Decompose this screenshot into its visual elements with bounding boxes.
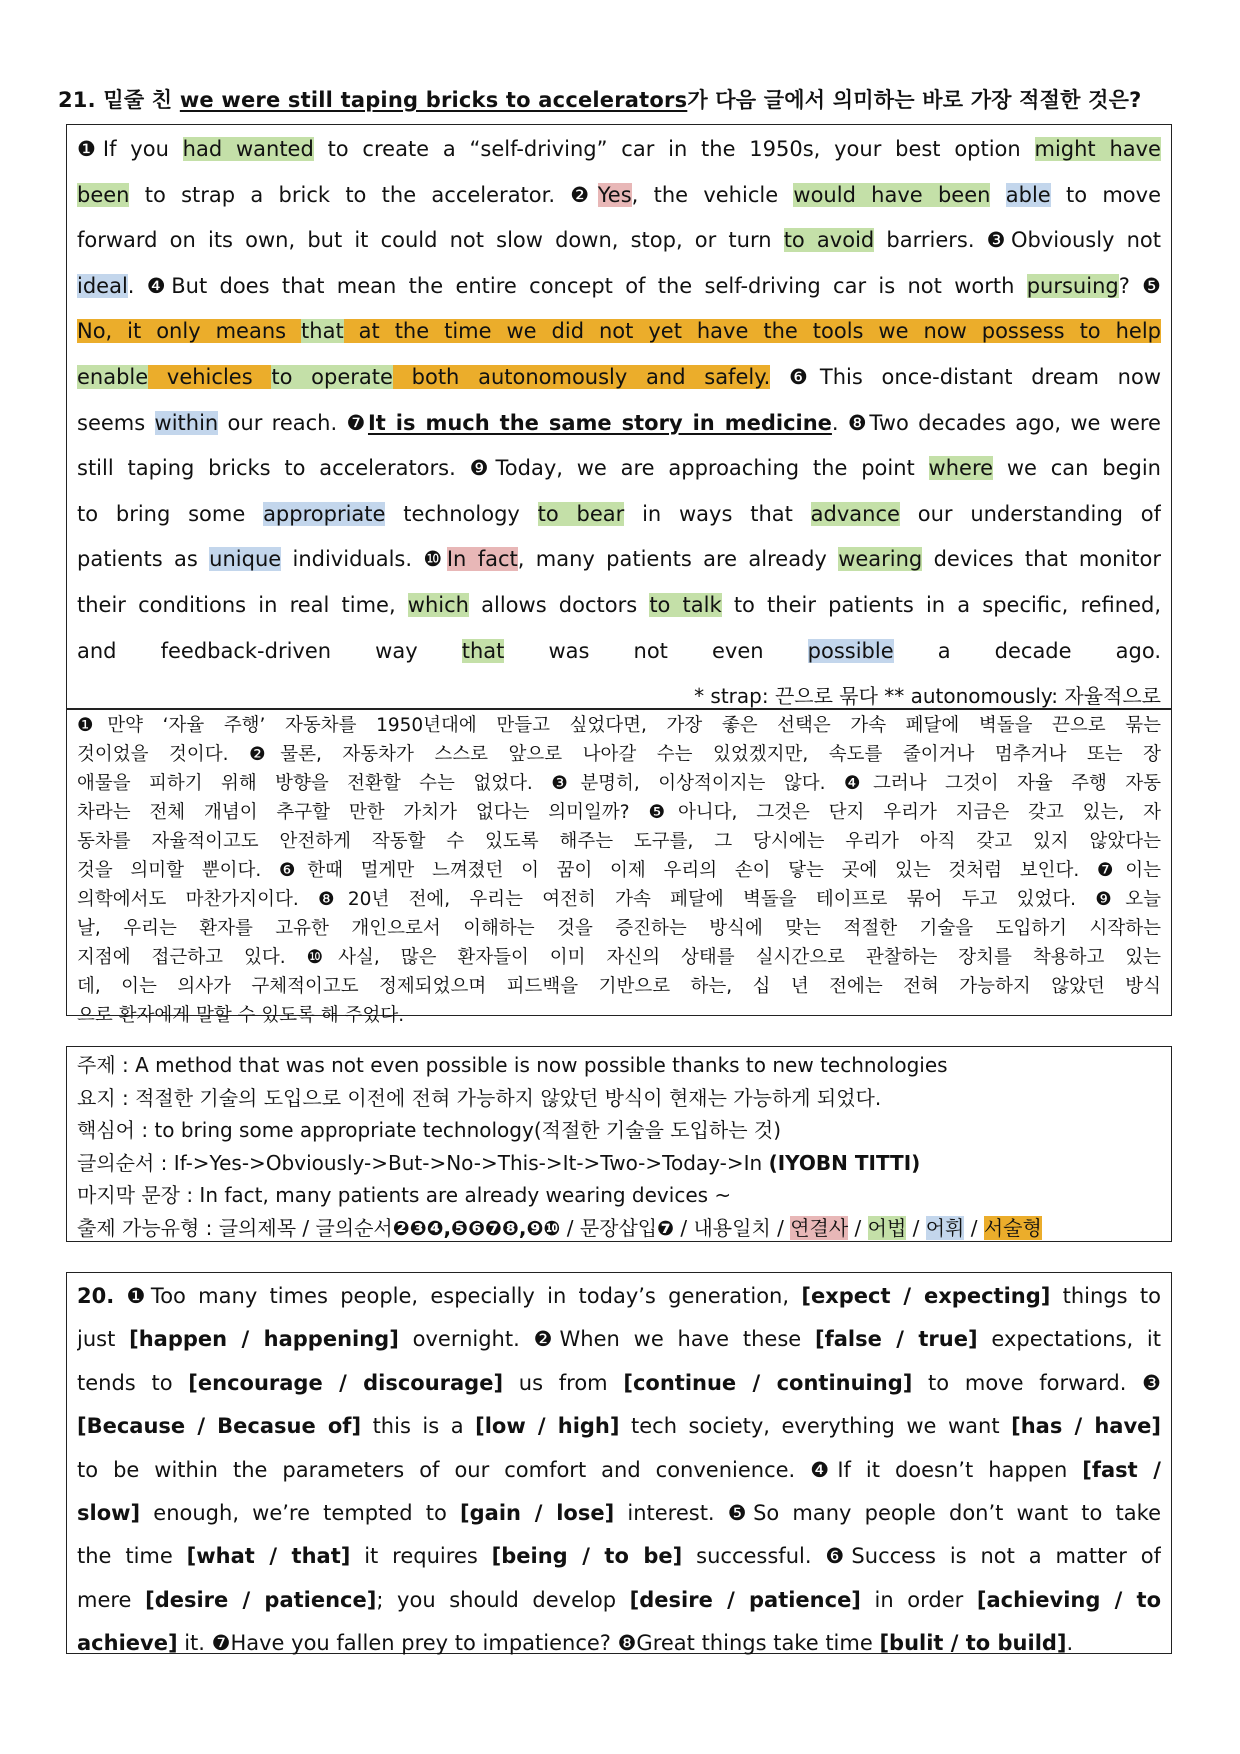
highlighted-phrase: within [154,410,219,435]
text-segment: . ❽Two decades ago, we were [831,410,1161,435]
choice-bracket: [being / to be] [491,1544,683,1569]
order-mnemonic: (IYOBN TITTI) [768,1150,921,1175]
text-segment: technology [385,501,538,526]
highlighted-phrase: at the time we did not yet have the tools we now possess to help [343,319,1161,344]
text-segment: was not even [504,638,808,663]
choice-bracket: [desire / patience] [629,1587,861,1612]
text-line [77,355,1161,401]
text-segment: ; you should develop [376,1587,630,1612]
highlighted-phrase: appropriate [263,501,386,526]
text-segment: successful. ❻Success is not a matter of [682,1544,1161,1569]
text-segment: to strap a brick to the accelerator. ❷ [129,182,598,207]
highlighted-phrase: unique [209,547,282,572]
translation-box [66,708,1172,1026]
text-line [77,446,1161,492]
text-segment: allows doctors [468,592,650,617]
text-segment: things to [1050,1284,1161,1308]
text-segment: in ways that [624,501,811,526]
highlighted-phrase: that [301,319,344,344]
text-segment: and feedback-driven way [77,638,462,663]
text-segment: interest. ❺So many people don’t want to take [614,1500,1161,1525]
highlighted-phrase: enable [77,364,149,389]
text-segment: seems [77,410,155,435]
text-line [77,492,1161,538]
text-segment: . [1066,1631,1074,1656]
translation-line: 지점에 접근하고 있다. ❿사실, 많은 환자들이 이미 자신의 상태를 실시간으로 관찰하는 장치를 착용하고 있는 [77,947,1161,968]
text-segment: us from [503,1370,624,1395]
question-number: 21. [58,88,96,112]
text-segment: to move [1050,182,1161,207]
choice-bracket: [low / high] [475,1414,620,1439]
choice-bracket: [encourage / discourage] [188,1370,504,1395]
tag-essay: 서술형 [983,1215,1042,1240]
choice-bracket: [bulit / to build] [879,1631,1067,1656]
text-segment: to create a “self-driving” car in the 1950s, your best option [313,137,1035,161]
text-line [77,218,1161,264]
text-line [77,629,1161,675]
highlighted-phrase: advance [810,501,900,526]
text-segment: individuals. ❿ [281,547,447,572]
text-line [77,1492,1161,1535]
text-segment: tech society, everything we want [619,1414,1012,1439]
highlighted-phrase: to bear [537,501,625,526]
choice-bracket: [fast / [1082,1457,1161,1482]
text-segment: a decade ago. [893,638,1161,663]
choice-bracket: [gain / lose] [460,1500,615,1525]
text-line [77,401,1161,447]
highlighted-phrase: been [77,182,130,207]
question-title [58,84,1142,114]
text-line [77,583,1161,629]
choice-bracket: achieve] [77,1631,178,1656]
summary-box [66,1046,1172,1242]
text-line [77,1535,1161,1578]
text-segment: our reach. ❼ [218,410,368,435]
text-line [77,309,1161,355]
underlined-sentence: It is much the same story in medicine [367,410,832,435]
translation-line: 의학에서도 마찬가지이다. ❽20년 전에, 우리는 여전히 가속 페달에 벽돌을 테이프로 묶어 두고 있었다. ❾오늘 [77,889,1161,910]
highlighted-phrase: In fact [446,547,518,572]
text-line [77,1275,1161,1318]
text-segment: devices that monitor [922,547,1161,572]
choice-bracket: [expect / expecting] [801,1284,1051,1308]
translation-line: 날, 우리는 환자를 고유한 개인으로서 이해하는 것을 증진하는 방식에 맞는 적절한 기술을 도입하기 시작하는 [77,918,1161,939]
summary-gist: 요지 : 적절한 기술의 도입으로 이전에 전혀 가능하지 않았던 방식이 현재는 가능하게 되었다. [77,1085,882,1110]
text-line [77,127,1161,173]
text-segment: ❶If you [77,137,183,161]
text-segment: the time [77,1544,187,1569]
text-segment: ? ❺ [1118,273,1161,298]
highlighted-phrase: that [461,638,505,663]
text-segment: overnight. ❷When we have these [398,1327,815,1352]
highlighted-phrase: which [407,592,469,617]
text-segment: to bring some [77,501,264,526]
summary-question-types: 출제 가능유형 : 글의제목 / 글의순서❷❸❹,❺❻❼❽,❾❿ / 문장삽입❼ / 내용일치 / 연결사 / 어법 / 어휘 / 서술형 [77,1215,1042,1240]
translation-text [77,711,1161,1030]
choice-bracket: [desire / patience] [145,1587,377,1612]
text-line [77,1449,1161,1492]
choice-bracket: [has / have] [1011,1414,1161,1439]
text-line [77,1579,1161,1622]
summary-last-sentence: 마지막 문장 : In fact, many patients are already wearing devices ~ [77,1183,732,1207]
passage-box [66,124,1172,710]
tag-grammar: 어법 [867,1215,907,1240]
underlined-phrase: we were still taping bricks to accelerators [179,88,688,112]
highlighted-phrase: would have been [793,182,991,207]
summary-topic: 주제 : A method that was not even possible is now possible thanks to new technologies [77,1053,948,1077]
text-segment: ❶Too many times people, especially in today’s generation, [114,1284,802,1308]
text-segment [990,183,1005,207]
question-suffix: 가 다음 글에서 의미하는 바로 가장 적절한 것은? [687,88,1142,112]
text-segment: this is a [361,1414,476,1439]
highlighted-phrase: to avoid [783,228,875,253]
text-segment: still taping bricks to accelerators. ❾Today, we are approaching the point [77,456,929,481]
summary-order: 글의순서 : If->Yes->Obviously->But->No->This->It->Two->Today->In (IYOBN TITTI) [77,1150,921,1175]
text-segment: enough, we’re tempted to [140,1500,461,1525]
text-segment: forward on its own, but it could not slow down, stop, or turn [77,228,784,253]
choice-bracket: 20. [77,1284,115,1308]
choice-bracket: [Because / Becasue of] [77,1414,362,1439]
text-segment: in order [860,1587,977,1612]
translation-line: 애물을 피하기 위해 방향을 전환할 수는 없었다. ❸분명히, 이상적이지는 않다. ❹그러나 그것이 자율 주행 자동 [77,773,1161,794]
text-line [77,1362,1161,1405]
highlighted-phrase: ideal [77,273,128,298]
text-segment: mere [77,1587,146,1612]
highlighted-phrase: able [1005,182,1051,207]
choice-bracket: [achieving / to [976,1587,1161,1612]
text-line [77,1318,1161,1361]
highlighted-phrase: possible [807,638,894,663]
text-line [77,537,1161,583]
highlighted-phrase: vehicles [148,364,272,389]
passage-text [77,127,1161,674]
translation-line: 것을 의미할 뿐이다. ❻한때 멀게만 느껴졌던 이 꿈이 이제 우리의 손이 닿는 곳에 있는 것처럼 보인다. ❼이는 [77,860,1161,881]
text-segment: their conditions in real time, [77,592,408,617]
grammar-quiz-box [66,1272,1172,1654]
text-segment: . ❹But does that mean the entire concept of the self-driving car is not worth [127,273,1027,298]
translation-line: 데, 이는 의사가 구체적이고도 정제되었으며 피드백을 기반으로 하는, 십 년 전에는 전혀 가능하지 않았던 방식 [77,976,1161,997]
choice-bracket: slow] [77,1500,141,1525]
translation-line: 으로 환자에게 말할 수 있도록 해 주었다. [77,1005,405,1026]
translation-line: 차라는 전체 개념이 추구할 만한 가치가 없다는 의미일까? ❺아니다, 그것은 단지 우리가 지금은 갖고 있는, 자 [77,802,1161,823]
highlighted-phrase: wearing [838,547,923,572]
highlighted-phrase: might have [1034,137,1161,161]
highlighted-phrase: to operate [271,364,393,389]
text-line [77,1405,1161,1448]
translation-line: 동차를 자율적이고도 안전하게 작동할 수 있도록 해주는 도구를, 그 당시에는 우리가 아직 갖고 있지 않았다는 [77,831,1161,852]
choice-bracket: [false / true] [815,1327,978,1352]
highlighted-phrase: had wanted [182,137,314,161]
quiz-text [77,1275,1161,1666]
text-segment: expectations, it [977,1327,1161,1352]
text-segment: just [77,1327,130,1352]
choice-bracket: [what / that] [186,1544,351,1569]
text-segment: it requires [350,1544,492,1569]
text-segment: to move forward. ❸ [912,1370,1161,1395]
highlighted-phrase: to talk [649,592,722,617]
translation-line: 것이었을 것이다. ❷물론, 자동차가 스스로 앞으로 나아갈 수는 있었겠지만, 속도를 줄이거나 멈추거나 또는 장 [77,744,1161,765]
choice-bracket: [continue / continuing] [623,1370,913,1395]
highlighted-phrase: both autonomously and safely. [392,364,771,389]
translation-line: ❶만약 ‘자율 주행’ 자동차를 1950년대에 만들고 싶었다면, 가장 좋은 선택은 가속 페달에 벽돌을 끈으로 묶는 [77,715,1161,736]
highlighted-phrase: No, it only means [77,319,302,344]
text-segment: to be within the parameters of our comfort and convenience. ❹If it doesn’t happen [77,1457,1083,1482]
text-segment: to their patients in a specific, refined, [721,592,1161,617]
text-segment: , many patients are already [517,547,839,572]
text-segment: patients as [77,547,210,572]
highlighted-phrase: Yes [597,182,632,207]
text-segment: we can begin [993,456,1161,481]
choice-bracket: [happen / happening] [129,1327,399,1352]
text-segment: ❻This once-distant dream now [770,364,1161,389]
text-line [77,173,1161,219]
tag-connective: 연결사 [790,1215,849,1240]
footnote: * strap: 끈으로 묶다 ** autonomously: 자율적으로 [694,684,1161,709]
highlighted-phrase: where [928,456,994,481]
text-line [77,1622,1161,1665]
text-segment: , the vehicle [631,182,794,207]
text-segment: tends to [77,1370,189,1395]
question-prefix: 밑줄 친 [103,88,173,112]
text-line [77,264,1161,310]
text-segment: it. ❼Have you fallen prey to impatience? ❽Great things take time [177,1631,880,1656]
text-segment: our understanding of [899,501,1161,526]
highlighted-phrase: pursuing [1026,273,1119,298]
tag-vocab: 어휘 [925,1215,965,1240]
summary-keyword: 핵심어 : to bring some appropriate technology(적절한 기술을 도입하는 것) [77,1118,782,1142]
text-segment: barriers. ❸Obviously not [874,228,1161,253]
